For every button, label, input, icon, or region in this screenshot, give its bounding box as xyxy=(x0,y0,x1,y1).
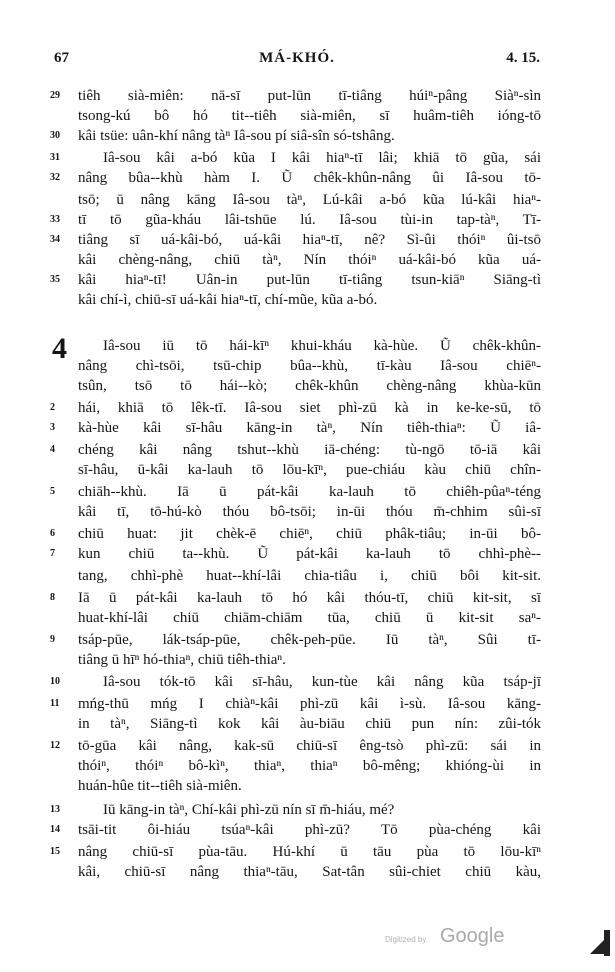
line-number: 15 xyxy=(50,846,60,857)
text-line: tiâng sī uá-kâi-bó, uá-kâi hiaⁿ-tī, nê? Sì-ûi thóiⁿ ûi-tsō xyxy=(78,232,541,248)
text-line: nâng chì-tsōi, tsū-chip bûa--khù, tī-kàu Iâ-sou chiēⁿ- xyxy=(78,358,541,374)
text-line: sī-hâu, ū-kâi ka-lauh tō lōu-kīⁿ, pue-chiáu kàu chiū chîn- xyxy=(78,462,541,478)
line-number: 32 xyxy=(50,172,60,183)
line-number: 13 xyxy=(50,804,60,815)
page-title: MÁ-KHÓ. xyxy=(259,50,335,66)
line-number: 33 xyxy=(50,214,60,225)
text-line: nâng bûa--khù hàm I. Ũ chêk-khûn-nâng ûi Iâ-sou tō- xyxy=(78,170,541,186)
text-line: tō-gūa kâi nâng, kak-sū chiū-sī êng-tsò phì-zū: sái in xyxy=(78,738,541,754)
text-line: tiâng ū hīⁿ hó-thiaⁿ, chiū tiêh-thiaⁿ. xyxy=(78,652,286,668)
text-line: kâi hiaⁿ-tī! Uân-in put-lūn tī-tiâng tsun-kiāⁿ Siāng-tì xyxy=(78,272,541,288)
text-line: kun chiū ta--khù. Ũ pát-kâi ka-lauh tō chhì-phè-- xyxy=(78,546,541,562)
line-number: 5 xyxy=(50,486,55,497)
text-line: kà-hùe kâi sī-hâu kāng-in tàⁿ, Nín tiêh-thiaⁿ: Ũ iâ- xyxy=(78,420,541,436)
line-number: 12 xyxy=(50,740,60,751)
text-line: kâi tī, tō-hú-kò thóu bô-tsōi; in-ūi thóu m̄-chhim sûi-sī xyxy=(78,504,541,520)
text-line: nâng chiū-sī pùa-tāu. Hú-khí ū tāu pùa tō lōu-kīⁿ xyxy=(78,844,541,860)
line-number: 14 xyxy=(50,824,60,835)
text-line: tang, chhì-phè huat--khí-lâi chia-tiâu i, chiū bôi kit-sit. xyxy=(78,568,541,584)
page-corner-triangle xyxy=(590,940,604,954)
line-number: 30 xyxy=(50,130,60,141)
text-line: kâi, chiū-sī nâng thiaⁿ-tāu, Sat-tân sûi-chiet chiū kàu, xyxy=(78,864,541,880)
text-line: tsáp-pūe, lák-tsáp-pūe, chêk-peh-pūe. Iū tàⁿ, Sûi tī- xyxy=(78,632,541,648)
page-corner-mark xyxy=(604,930,610,956)
text-line: chéng kâi nâng tshut--khù iā-chéng: tù-ngō tō-iā kâi xyxy=(78,442,541,458)
text-line: tsō; ū nâng kāng Iâ-sou tàⁿ, Lú-kâi a-bó kũa lú-kâi hiaⁿ- xyxy=(78,192,541,208)
line-number: 3 xyxy=(50,422,55,433)
text-line: mńg-thū mńg I chiàⁿ-kâi phì-zū kâi ì-sù. Iâ-sou kāng- xyxy=(78,696,541,712)
text-line: huán-hûe tit--tiêh sià-miên. xyxy=(78,778,242,794)
text-line: Iū kāng-in tàⁿ, Chí-kâi phì-zū nín sī m̄-hiáu, mé? xyxy=(103,802,395,818)
chapter-number: 4 xyxy=(52,332,67,365)
text-line: Iâ-sou iū tō hái-kīⁿ khui-kháu kà-hùe. Ũ chêk-khûn- xyxy=(103,338,541,354)
text-line: chiāh--khù. Iā ū pát-kâi ka-lauh tō chiêh-pûaⁿ-téng xyxy=(78,484,541,500)
text-line: in tàⁿ, Siāng-tì kok kâi àu-biāu chiū pun nín: zûi-tók xyxy=(78,716,541,732)
line-number: 2 xyxy=(50,402,55,413)
text-line: hái, khiā tō lêk-tī. Iâ-sou siet phì-zū kà in ke-ke-sū, tō xyxy=(78,400,541,416)
line-number: 29 xyxy=(50,90,60,101)
line-number: 35 xyxy=(50,274,60,285)
text-line: thóiⁿ, thóiⁿ bô-kìⁿ, thiaⁿ, thiaⁿ bô-mêng; khióng-ùi in xyxy=(78,758,541,774)
text-line: tī tō gũa-kháu lâi-tshūe lú. Iâ-sou tùi-in tap-tàⁿ, Tī- xyxy=(78,212,541,228)
line-number: 4 xyxy=(50,444,55,455)
text-line: Iâ-sou kâi a-bó kũa I kâi hiaⁿ-tī lâi; khiā tō gũa, sái xyxy=(103,150,541,166)
page-number: 67 xyxy=(54,50,69,66)
digitized-by-label: Digitized by xyxy=(385,935,427,944)
text-line: tsûn, tsō tō hái--kò; chêk-khûn chèng-nâng khùa-kūn xyxy=(78,378,541,394)
text-line: tiêh sià-miên: nā-sī put-lūn tī-tiâng húiⁿ-pâng Siàⁿ-sìn xyxy=(78,88,541,104)
line-number: 31 xyxy=(50,152,60,163)
text-line: tsong-kú bô hó tit--tiêh sià-miên, sī huâm-tiêh ióng-tō xyxy=(78,108,541,124)
google-logo: Google xyxy=(440,925,505,947)
line-number: 7 xyxy=(50,548,55,559)
line-number: 9 xyxy=(50,634,55,645)
text-line: Iâ-sou tók-tō kâi sī-hâu, kun-tùe kâi nâng kũa tsáp-jī xyxy=(103,674,541,690)
text-line: kâi chèng-nâng, chiū tàⁿ, Nín thóiⁿ uá-kâi-bó kũa uá- xyxy=(78,252,541,268)
line-number: 34 xyxy=(50,234,60,245)
text-line: kâi tsüe: uân-khí nâng tàⁿ Iâ-sou pí siâ-sîn só-tshâng. xyxy=(78,128,395,144)
text-line: tsāi-tit ôi-hiáu tsúaⁿ-kâi phì-zū? Tō pùa-chéng kâi xyxy=(78,822,541,838)
text-line: huat-khí-lâi chiū chiām-chiām tūa, chiū ū kit-sit saⁿ- xyxy=(78,610,541,626)
line-number: 11 xyxy=(50,698,60,709)
text-line: Iā ū pát-kâi ka-lauh tō hó kâi thóu-tī, chiū kit-sit, sī xyxy=(78,590,541,606)
line-number: 6 xyxy=(50,528,55,539)
text-line: kâi chí-ì, chiū-sī uá-kâi hiaⁿ-tī, chí-mũe, kũa a-bó. xyxy=(78,292,378,308)
text-line: chiū huat: jit chèk-ē chiēⁿ, chiū phâk-tiâu; in-ūi bô- xyxy=(78,526,541,542)
line-number: 8 xyxy=(50,592,55,603)
running-head xyxy=(54,50,540,72)
digitization-watermark xyxy=(385,925,535,949)
chapter-verse-reference: 4. 15. xyxy=(506,50,540,66)
line-number: 10 xyxy=(50,676,60,687)
